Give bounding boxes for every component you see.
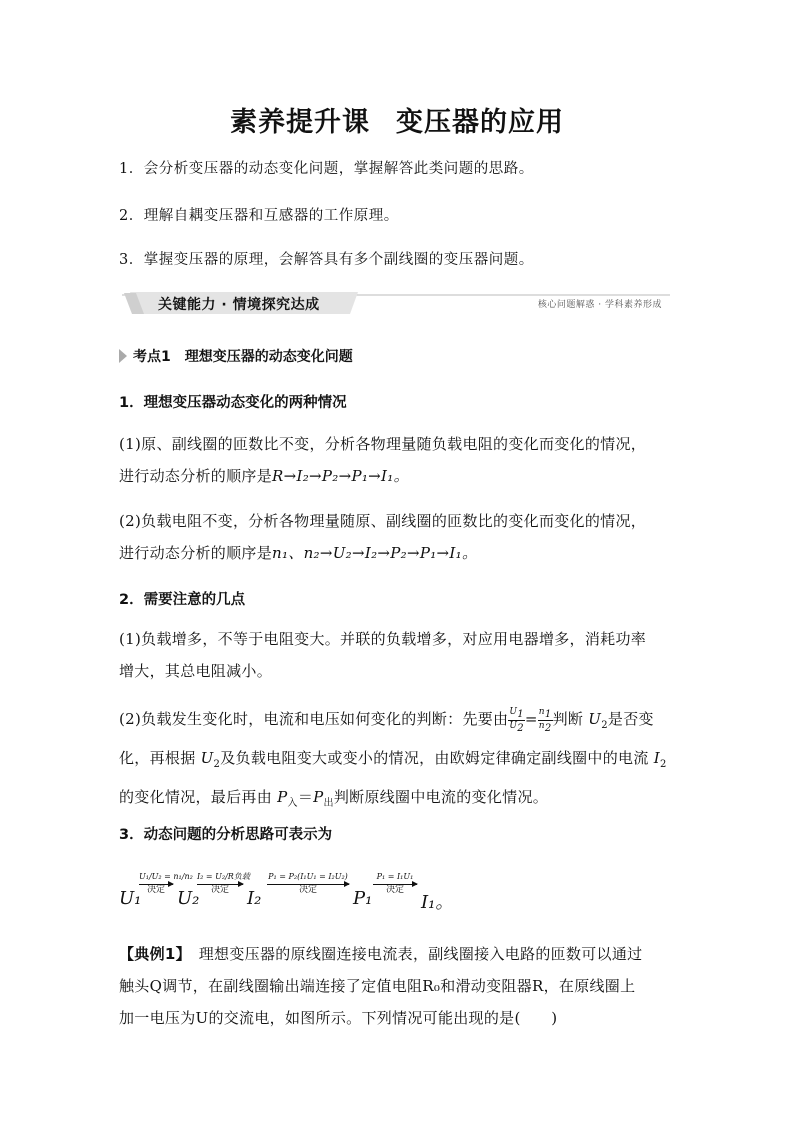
- s1-p1-seq: R→I₂→P₂→P₁→I₁。: [272, 467, 409, 485]
- s2-para1: [119, 623, 679, 687]
- chain-arrow-3-over: P₁ = P₂(I₁U₁ = I₂U₂): [268, 872, 348, 881]
- section-banner: [122, 289, 670, 317]
- s2-p2-l3a: 的变化情况，最后再由: [119, 788, 273, 806]
- example-tag: 【典例1】: [119, 945, 184, 963]
- chain-arrow-3: [267, 872, 349, 896]
- s2-p2-line3: 的变化情况，最后再由 $P_入=P_出$判断原线圈中电流的变化情况。: [119, 788, 549, 809]
- banner-subtitle: 核心问题解惑 · 学科素养形成: [537, 300, 662, 310]
- chain-arrow-2: [197, 872, 250, 896]
- s2-p2-l1a: (2)负载发生变化时，电流和电压如何变化的判断：先要由: [119, 710, 509, 728]
- example-line1-text: 理想变压器的原线圈连接电流表，副线圈接入电路的匝数可以通过: [198, 945, 643, 963]
- s2-p2-l3b: 判断原线圈中电流的变化情况。: [333, 788, 549, 806]
- s1-p1-line2: [119, 460, 679, 492]
- example-line1: [119, 938, 679, 970]
- section2-heading: 2．需要注意的几点: [119, 592, 246, 608]
- s1-p2-line1: (2)负载电阻不变，分析各物理量随原、副线圈的匝数比的变化而变化的情况，: [119, 512, 647, 530]
- s2-p2-l2a: 化，再根据: [119, 749, 196, 767]
- s2-p2-l1c: 是否变: [607, 710, 654, 728]
- banner-label: 关键能力 · 情境探究达成: [158, 297, 320, 313]
- s2-p2-l2b: 及负载电阻变大或变小的情况，由欧姆定律确定副线圈中的电流: [220, 749, 649, 767]
- chain-node-p1: P₁: [353, 888, 373, 909]
- s2-p2-line1: (2)负载发生变化时，电流和电压如何变化的判断：先要由 $\frac{U_1}{U_2}$ = $\frac{n_1}{n_2}$ 判断 $U_2$是否变: [119, 706, 654, 734]
- chain-arrow-1: [139, 872, 193, 896]
- s2-p2-l1b: 判断: [552, 710, 584, 728]
- title-part2: 变压器的应用: [396, 107, 564, 138]
- kaodian-tag: 考点: [133, 349, 161, 365]
- frac-n1-n2: $\frac{n_1}{n_2}$: [538, 706, 552, 734]
- kaodian-num: 1: [161, 349, 171, 365]
- chain-arrow-2-under: 决定: [210, 885, 229, 895]
- s1-p2-seq: n₁、n₂→U₂→I₂→P₂→P₁→I₁。: [272, 544, 478, 562]
- chain-arrow-3-under: 决定: [298, 885, 317, 895]
- goal-1: 1．会分析变压器的动态变化问题，掌握解答此类问题的思路。: [119, 161, 534, 177]
- s2-p1-line1: (1)负载增多，不等于电阻变大。并联的负载增多，对应用电器增多，消耗功率: [119, 630, 647, 648]
- s2-p1-line2: 增大，其总电阻减小。: [119, 662, 273, 680]
- kaodian-heading: [119, 346, 353, 366]
- s1-p1-line1: (1)原、副线圈的匝数比不变，分析各物理量随负载电阻的变化而变化的情况，: [119, 435, 647, 453]
- s2-para2: [119, 703, 679, 820]
- frac-u1-u2: $\frac{U_1}{U_2}$: [509, 706, 524, 734]
- section3-heading: 3．动态问题的分析思路可表示为: [119, 827, 333, 843]
- chain-arrow-4: [373, 872, 417, 896]
- s1-p2-prefix: 进行动态分析的顺序是: [119, 544, 273, 562]
- s1-para1: [119, 428, 679, 492]
- example-line2: 触头Q调节，在副线圈输出端连接了定值电阻R₀和滑动变阻器R，在原线圈上: [119, 977, 636, 995]
- title-part1: 素养提升课: [230, 107, 370, 138]
- chain-arrow-1-under: 决定: [146, 885, 165, 895]
- s1-para2: [119, 505, 679, 569]
- s2-p2-line2: 化，再根据 $U_2$及负载电阻变大或变小的情况，由欧姆定律确定副线圈中的电流 $I_2$: [119, 749, 667, 770]
- triangle-icon: [119, 349, 127, 363]
- goal-2: 2．理解自耦变压器和互感器的工作原理。: [119, 208, 399, 224]
- example-1: [119, 938, 679, 1034]
- chain-node-u1: U₁: [119, 888, 142, 909]
- chain-node-i1: I₁。: [421, 892, 454, 913]
- chain-arrow-4-under: 决定: [385, 885, 404, 895]
- page-title: [0, 100, 794, 139]
- analysis-chain: [119, 858, 679, 918]
- chain-arrow-2-over: I₂ = U₂/R负载: [197, 872, 250, 881]
- chain-node-u2: U₂: [177, 888, 200, 909]
- goal-3: 3．掌握变压器的原理，会解答具有多个副线圈的变压器问题。: [119, 252, 534, 268]
- chain-arrow-4-over: P₁ = I₁U₁: [376, 872, 414, 881]
- section1-heading: 1．理想变压器动态变化的两种情况: [119, 395, 347, 411]
- kaodian-text: 理想变压器的动态变化问题: [184, 349, 353, 365]
- s1-p2-line2: [119, 537, 679, 569]
- s1-p1-prefix: 进行动态分析的顺序是: [119, 467, 273, 485]
- example-line3: 加一电压为U的交流电，如图所示。下列情况可能出现的是( ): [119, 1009, 558, 1027]
- chain-node-i2: I₂: [247, 888, 262, 909]
- chain-arrow-1-over: U₁/U₂ = n₁/n₂: [139, 872, 193, 881]
